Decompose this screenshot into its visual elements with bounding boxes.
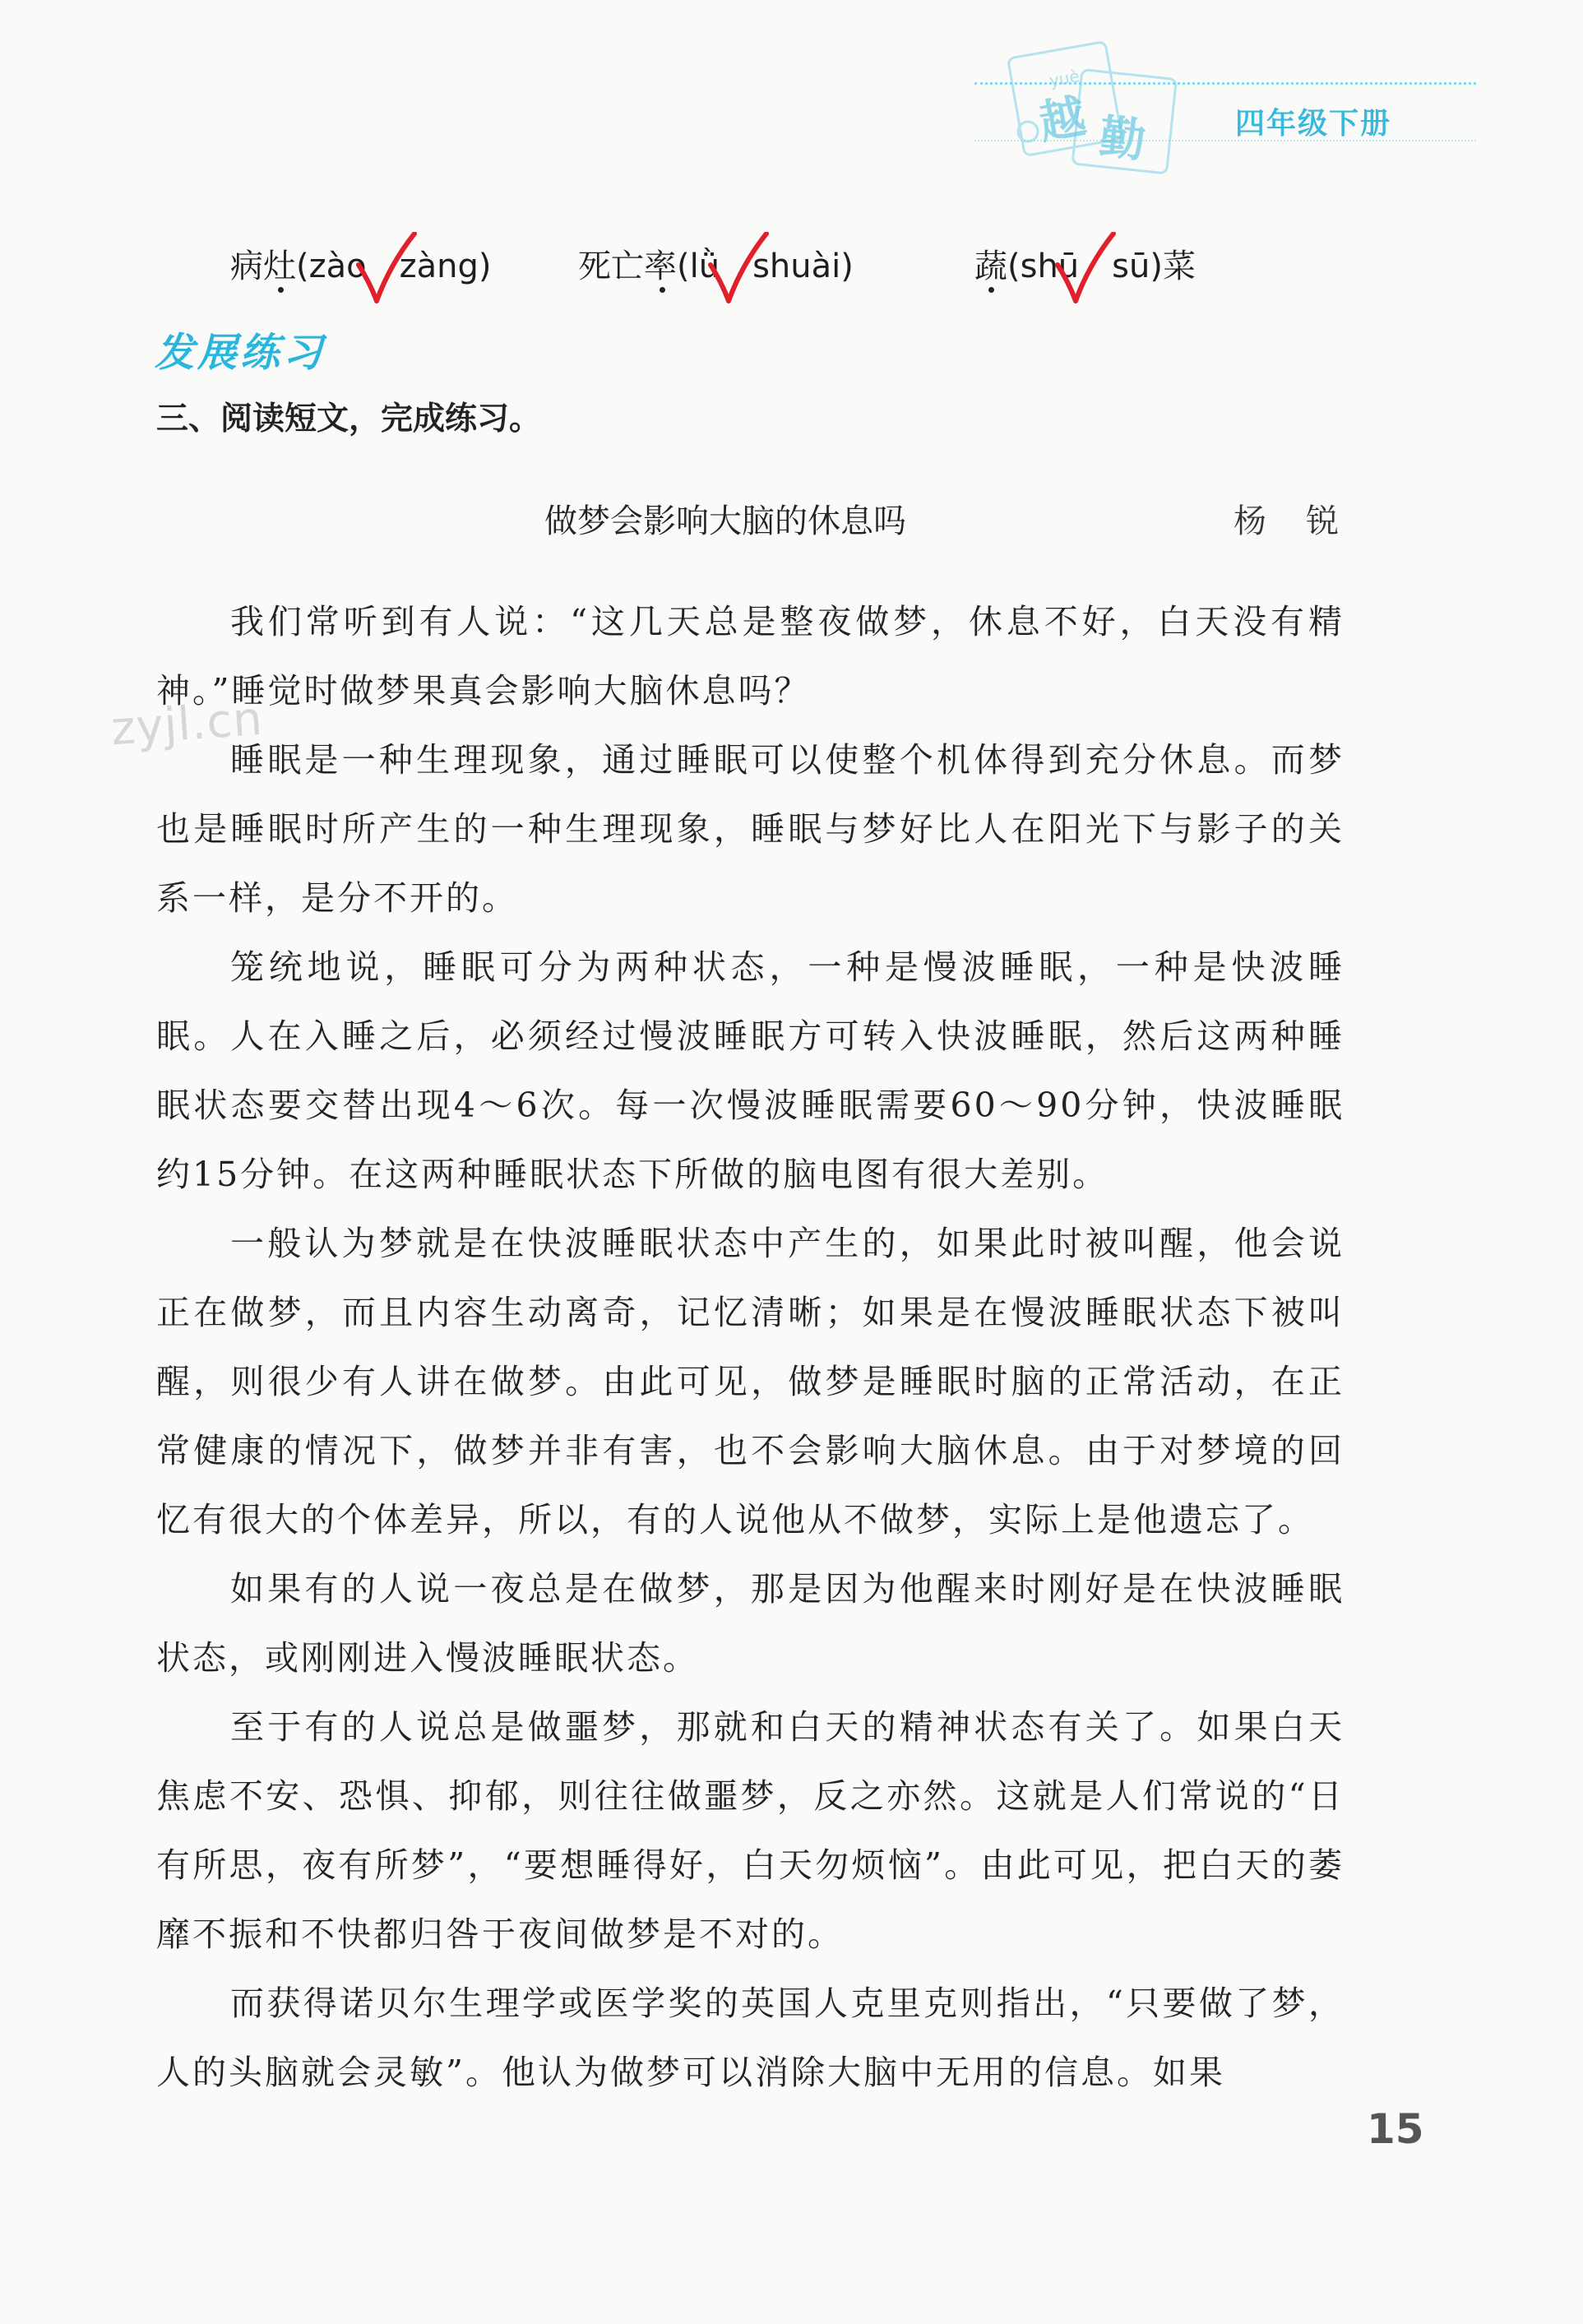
pinyin-word-dotted: 灶 (263, 248, 296, 285)
section-title: 发展练习 (155, 330, 326, 376)
emphasis-dot (278, 287, 284, 293)
paragraph-3 (156, 933, 1345, 1209)
article-title: 做梦会影响大脑的休息吗 (544, 502, 906, 540)
svg-text:勤: 勤 (1096, 110, 1149, 169)
logo-pinyin: yuè (1048, 66, 1081, 91)
grade-label: 四年级下册 (1235, 107, 1392, 141)
pinyin-word-pre: 病 (230, 248, 263, 285)
paragraph-6 (156, 1692, 1345, 1969)
pinyin-options: (zào zàng) (296, 248, 492, 285)
paragraph-text: 一般认为梦就是在快波睡眠状态中产生的，如果此时被叫醒，他会说正在做梦，而且内容生动离奇，记忆清晰；如果是在慢波睡眠状态下被叫醒，则很少有人讲在做梦。由此可见，做梦是睡眠时脑的正常活动，在正常健康的情况下，做梦并非有害，也不会影响大脑休息。由于对梦境的回忆有很大的个体差异，所以，有的人说他从不做梦，实际上是他遗忘了。 (156, 1224, 1345, 1539)
paragraph-1 (156, 587, 1345, 725)
paragraph-text: 睡眠是一种生理现象，通过睡眠可以使整个机体得到充分休息。而梦也是睡眠时所产生的一种生理现象，睡眠与梦好比人在阳光下与影子的关系一样，是分不开的。 (156, 740, 1345, 918)
paragraph-text: 我们常听到有人说：“这几天总是整夜做梦，休息不好，白天没有精神。”睡觉时做梦果真会影响大脑休息吗？ (156, 602, 1345, 711)
pinyin-item-3 (974, 240, 1196, 287)
paragraph-text: 如果有的人说一夜总是在做梦，那是因为他醒来时刚好是在快波睡眠状态，或刚刚进入慢波睡眠状态。 (156, 1569, 1345, 1678)
paragraph-text: 而获得诺贝尔生理学或医学奖的英国人克里克则指出，“只要做了梦，人的头脑就会灵敏”。他认为做梦可以消除大脑中无用的信息。如果 (156, 1984, 1345, 2092)
publisher-logo-icon (999, 41, 1188, 181)
pinyin-word-dotted: 蔬 (974, 248, 1007, 285)
svg-text:越: 越 (1035, 90, 1090, 150)
emphasis-dot (988, 287, 994, 293)
check-mark-icon (1053, 232, 1118, 306)
paragraph-text: 笼统地说，睡眠可分为两种状态，一种是慢波睡眠，一种是快波睡眠。人在入睡之后，必须经过慢波睡眠方可转入快波睡眠，然后这两种睡眠状态要交替出现4～6次。每一次慢波睡眠需要60～90分钟，快波睡眠约15分钟。在这两种睡眠状态下所做的脑电图有很大差别。 (156, 947, 1345, 1194)
pinyin-options: (shū sū)菜 (1007, 248, 1196, 285)
paragraph-2 (156, 725, 1345, 933)
pinyin-word-dotted: 率 (644, 248, 677, 285)
emphasis-dot (660, 287, 665, 293)
paragraph-4 (156, 1209, 1345, 1554)
page-number: 15 (1367, 2105, 1424, 2153)
check-mark-icon (706, 232, 771, 306)
pinyin-item-2 (578, 240, 854, 287)
article-author: 杨锐 (1234, 502, 1378, 540)
paragraph-5 (156, 1554, 1345, 1692)
paragraph-text: 至于有的人说总是做噩梦，那就和白天的精神状态有关了。如果白天焦虑不安、恐惧、抑郁，则往往做噩梦，反之亦然。这就是人们常说的“日有所思，夜有所梦”，“要想睡得好，白天勿烦恼”。由此可见，把白天的萎靡不振和不快都归咎于夜间做梦是不对的。 (156, 1707, 1345, 1954)
question-heading: 三、阅读短文，完成练习。 (156, 400, 542, 437)
pinyin-item-1 (230, 240, 491, 287)
check-mark-icon (354, 232, 419, 306)
watermark: zyjl.cn (109, 692, 265, 757)
pinyin-word-pre: 死亡 (578, 248, 644, 285)
pinyin-options: (lǜ shuài) (677, 248, 854, 285)
paragraph-7 (156, 1969, 1345, 2107)
